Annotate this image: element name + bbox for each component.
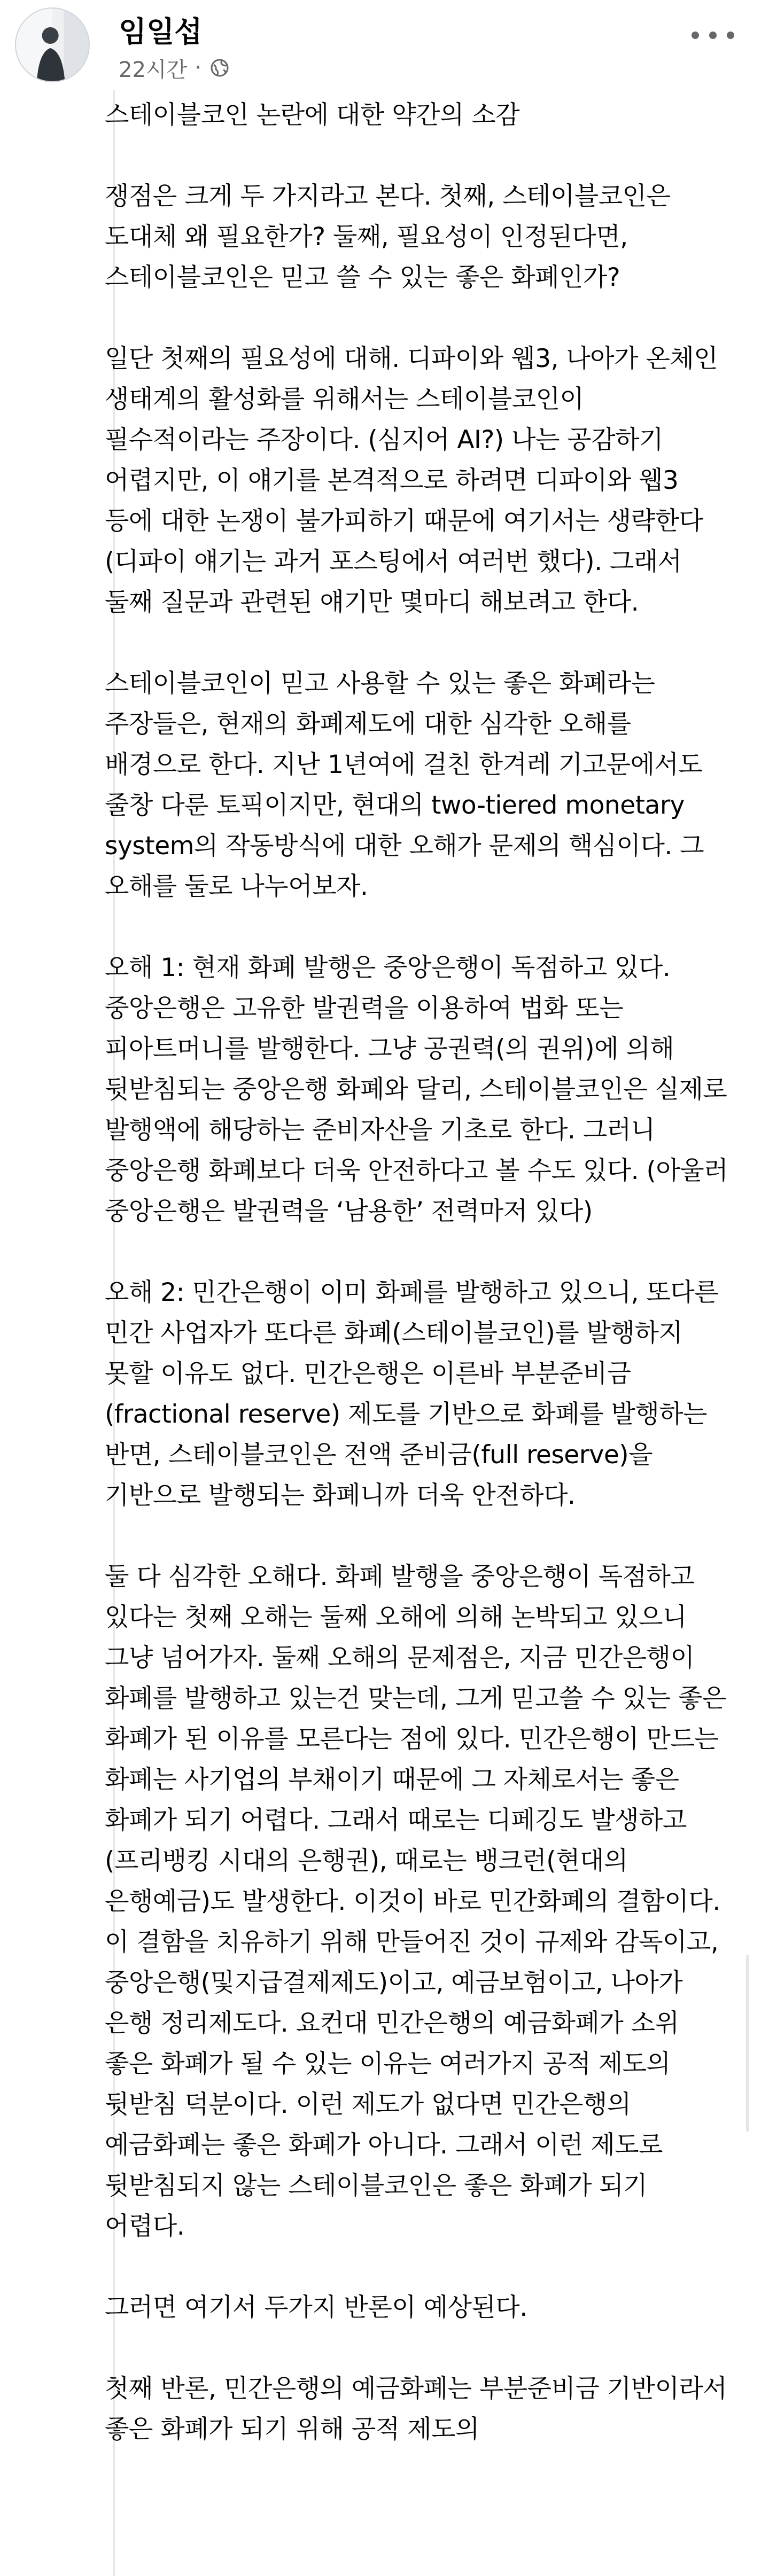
author-name[interactable]: 임일섭 — [119, 15, 203, 49]
post-paragraph: 첫째 반론, 민간은행의 예금화폐는 부분준비금 기반이라서 좋은 화폐가 되기 위해 공적 제도의 — [105, 2374, 727, 2444]
meta-separator: · — [195, 56, 201, 80]
avatar[interactable] — [15, 7, 90, 82]
scrollbar-thumb[interactable] — [746, 1955, 749, 2132]
more-horizontal-icon — [692, 32, 699, 39]
post-paragraph: 쟁점은 크게 두 가지라고 본다. 첫째, 스테이블코인은 도대체 왜 필요한가? 둘째, 필요성이 인정된다면, 스테이블코인은 믿고 쓸 수 있는 좋은 화폐인가? — [105, 182, 671, 292]
post-paragraph: 일단 첫째의 필요성에 대해. 디파이와 웹3, 나아가 온체인 생태계의 활성화를 위해서는 스테이블코인이 필수적이라는 주장이다. (심지어 AI?) 나는 공감하기 어렵지만, 이 얘기를 본격적으로 하려면 디파이와 웹3 등에 대한 논쟁이 불가피하기 때문에 여기서는 생략한다(디파이 얘기는 과거 포스팅에서 여러번 했다). 그래서 둘째 질문과 관련된 얘기만 몇마디 해보려고 한다. — [105, 344, 718, 617]
post-timestamp[interactable]: 22시간 — [119, 57, 188, 82]
post-header — [0, 0, 769, 96]
more-options-button[interactable] — [692, 25, 734, 46]
post-paragraph: 오해 2: 민간은행이 이미 화폐를 발행하고 있으니, 또다른 민간 사업자가 또다른 화폐(스테이블코인)를 발행하지 못할 이유도 없다. 민간은행은 이른바 부분준비금(fractional reserve) 제도를 기반으로 화폐를 발행하는 반면, 스테이블코인은 전액 준비금(full reserve)을 기반으로 발행되는 화폐니까 더욱 안전하다. — [105, 1278, 719, 1510]
post-paragraph: 둘 다 심각한 오해다. 화폐 발행을 중앙은행이 독점하고 있다는 첫째 오해는 둘째 오해에 의해 논박되고 있으니 그냥 넘어가자. 둘째 오해의 문제점은, 지금 민간은행이 화폐를 발행하고 있는건 맞는데, 그게 믿고쓸 수 있는 좋은 화폐가 된 이유를 모른다는 점에 있다. 민간은행이 만드는 화폐는 사기업의 부채이기 때문에 그 자체로서는 좋은 화폐가 되기 어렵다. 그래서 때로는 디페깅도 발생하고(프리뱅킹 시대의 은행권), 때로는 뱅크런(현대의 은행예금)도 발생한다. 이것이 바로 민간화폐의 결함이다. 이 결함을 치유하기 위해 만들어진 것이 규제와 감독이고, 중앙은행(및지급결제제도)이고, 예금보험이고, 나아가 은행 정리제도다. 요컨대 민간은행의 예금화폐가 소위 좋은 화폐가 될 수 있는 이유는 여러가지 공적 제도의 뒷받침 덕분이다. 이런 제도가 없다면 민간은행의 예금화폐는 좋은 화폐가 아니다. 그래서 이런 제도로 뒷받침되지 않는 스테이블코인은 좋은 화폐가 되기 어렵다. — [105, 1562, 726, 2241]
avatar-image — [16, 9, 89, 81]
post-body — [105, 95, 730, 2491]
post-title: 스테이블코인 논란에 대한 약간의 소감 — [105, 100, 520, 130]
post-paragraph: 오해 1: 현재 화폐 발행은 중앙은행이 독점하고 있다. 중앙은행은 고유한 발권력을 이용하여 법화 또는 피아트머니를 발행한다. 그냥 공권력(의 권위)에 의해 뒷받침되는 중앙은행 화폐와 달리, 스테이블코인은 실제로 발행액에 해당하는 준비자산을 기초로 한다. 그러니 중앙은행 화폐보다 더욱 안전하다고 볼 수도 있다. (아울러 중앙은행은 발권력을 ‘남용한’ 전력마저 있다) — [105, 953, 728, 1226]
post-paragraph: 스테이블코인이 믿고 사용할 수 있는 좋은 화폐라는 주장들은, 현재의 화폐제도에 대한 심각한 오해를 배경으로 한다. 지난 1년여에 걸친 한겨레 기고문에서도 줄창 다룬 토픽이지만, 현대의 two-tiered monetary system의 작동방식에 대한 오해가 문제의 핵심이다. 그 오해를 둘로 나누어보자. — [105, 669, 704, 901]
post-meta — [119, 54, 230, 81]
post-paragraph: 그러면 여기서 두가지 반론이 예상된다. — [105, 2293, 527, 2322]
globe-icon[interactable] — [209, 57, 230, 79]
